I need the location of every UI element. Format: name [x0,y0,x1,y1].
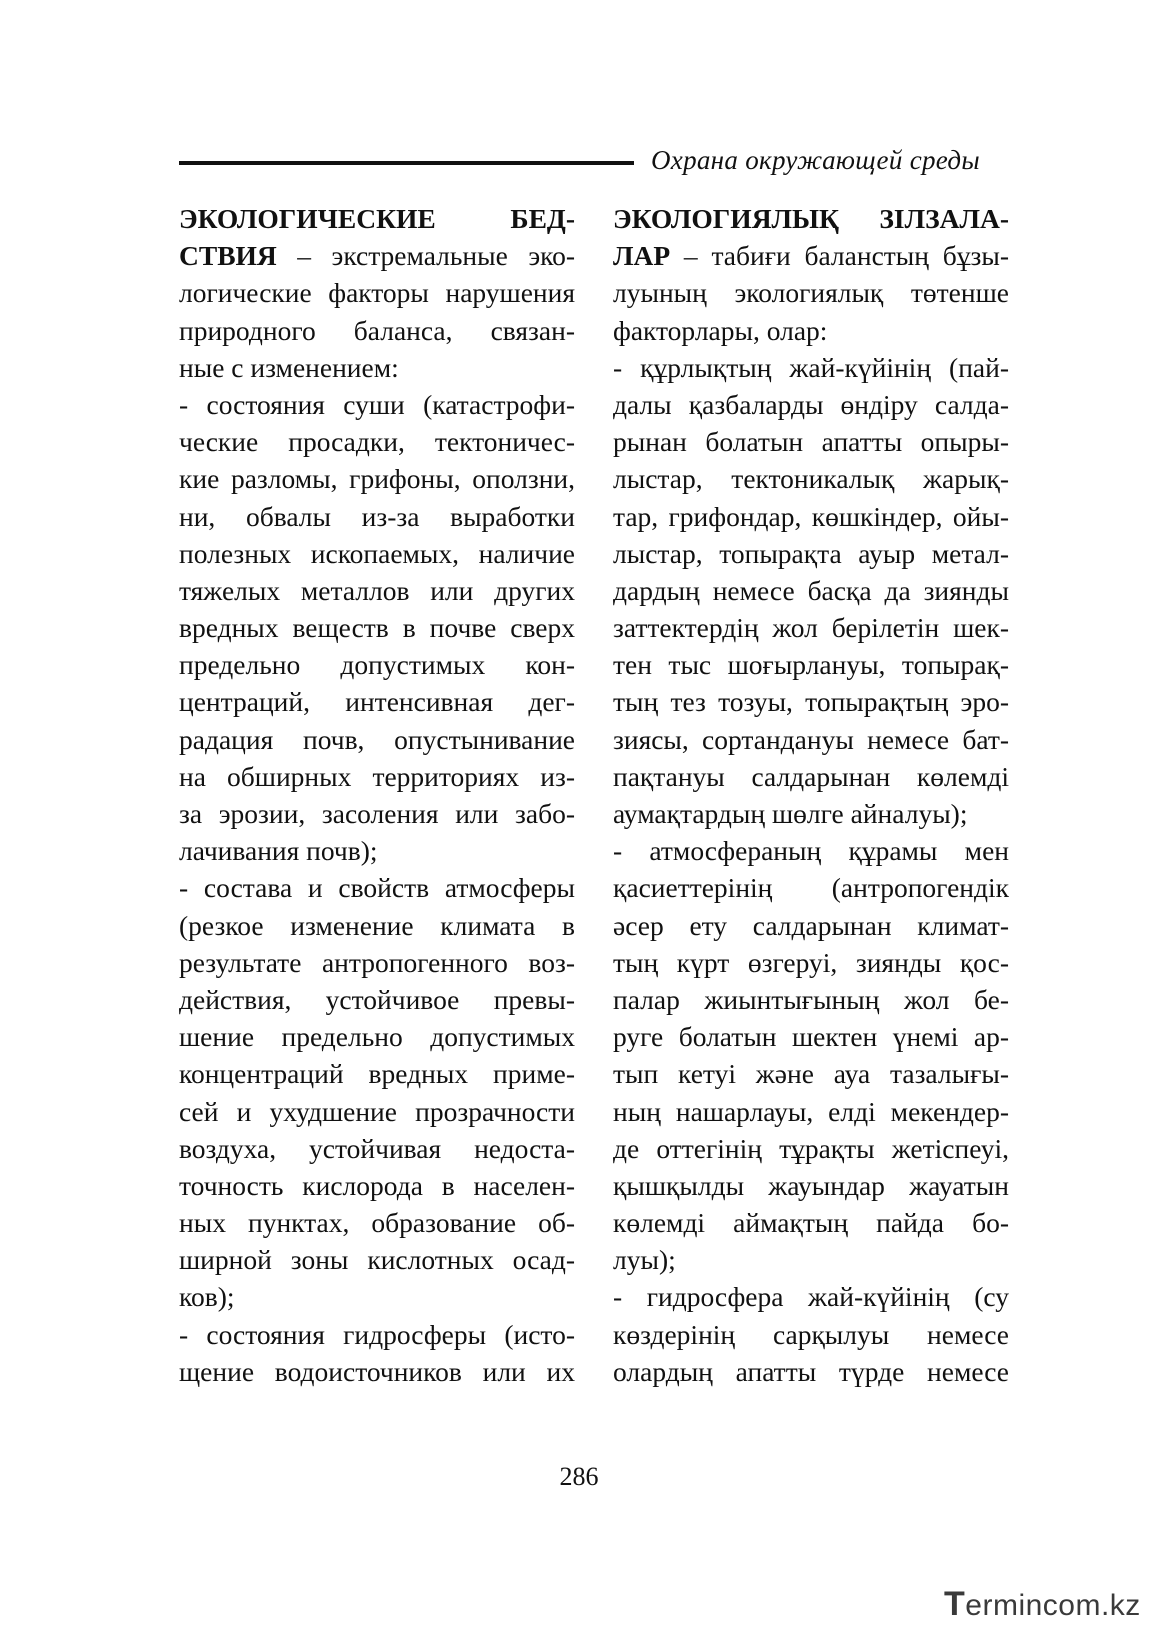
watermark-text: ermincom.kz [965,1589,1141,1622]
text-line: олардың апатты түрде немесе [613,1355,1009,1387]
text-line: (резкое изменение климата в [179,909,575,941]
text-line: далы қазбаларды өндіру салда- [613,388,1009,420]
text-line: көздерінің сарқылуы немесе [613,1318,1009,1350]
watermark-letter: T [944,1585,966,1623]
text-line: рынан болатын апатты опыры- [613,426,1009,458]
text-line: заттектердің жол берілетін шек- [613,612,1009,644]
text-line: действия, устойчивое превы- [179,983,575,1015]
text-line: тяжелых металлов или других [179,574,575,606]
right-term: ЭКОЛОГИЯЛЫҚ ЗІЛЗАЛА- [613,203,1009,234]
text-line: тар, грифондар, көшкіндер, ойы- [613,500,1009,532]
text-line: ные с изменением: [179,351,399,383]
left-term-line [179,200,575,237]
text-line: за эрозии, засоления или забо- [179,798,575,829]
text-line: тың тез тозуы, топырақтың эро- [613,686,1009,718]
text-line: факторлары, олар: [613,314,828,346]
text-line: руге болатын шектен үнемі ар- [613,1021,1009,1053]
text-line: дардың немесе басқа да зиянды [613,574,1009,606]
text-line: ков); [179,1281,235,1313]
text-line: воздуха, устойчивая недоста- [179,1132,575,1164]
text-line: палар жиынтығының жол бе- [613,983,1009,1015]
text-line: көлемді аймақтың пайда бо- [613,1207,1009,1239]
page-number: 286 [559,1462,599,1491]
text-line: ның нашарлауы, елді мекендер- [613,1095,1009,1127]
text-line: лыстар, топырақта ауыр метал- [613,537,1009,569]
text-line: де оттегінің тұрақты жетіспеуі, [613,1132,1009,1164]
text-line: тып кетуі және ауа тазалығы- [613,1058,1009,1090]
text-line: әсер ету салдарынан климат- [613,909,1009,941]
text-line: пақтануы салдарынан көлемді [613,760,1009,792]
text-line: аумақтардың шөлге айналуы); [613,798,968,829]
left-line-1 [179,237,575,274]
text-line: - атмосфераның құрамы мен [613,835,1009,867]
text-line: - гидросфера жай-күйінің (су [613,1281,1009,1313]
left-line-1-text: – экстремальные эко- [276,240,575,272]
text-line: ни, обвалы из-за выработки [179,500,575,532]
text-line: точность кислорода в населен- [179,1169,575,1201]
watermark-logo [944,1585,1141,1624]
text-line: на обширных территориях из- [179,760,575,792]
right-column [613,200,1009,1390]
text-line: - состояния суши (катастрофи- [179,388,575,420]
text-line: луының экологиялық төтенше [613,277,1009,309]
text-line: - состава и свойств атмосферы [179,872,575,904]
text-line: вредных веществ в почве сверх [179,612,575,644]
right-line-1-text: – табиғи баланстың бұзы- [670,240,1009,272]
text-line: полезных ископаемых, наличие [179,537,575,569]
left-column [179,200,575,1390]
text-line: қасиеттерінің (антропогендік [613,872,1009,904]
text-line: природного баланса, связан- [179,314,575,346]
text-line: логические факторы нарушения [179,277,575,309]
text-line: ческие просадки, тектоничес- [179,426,575,458]
text-line: концентраций вредных приме- [179,1058,575,1090]
left-term: ЭКОЛОГИЧЕСКИЕ БЕД- [179,203,575,234]
left-term-cont: СТВИЯ [179,240,277,272]
text-line: луы); [613,1244,676,1276]
right-term-cont: ЛАР [613,240,671,272]
text-line: лачивания почв); [179,835,378,867]
right-line-1 [613,237,1009,274]
text-line: шение предельно допустимых [179,1021,575,1053]
text-line: результате антропогенного воз- [179,946,575,978]
text-line: лыстар, тектоникалық жарық- [613,463,1009,495]
text-line: зиясы, сортандануы немесе бат- [613,723,1009,755]
text-line: тың күрт өзгеруі, зиянды қос- [613,946,1009,978]
text-line: ширной зоны кислотных осад- [179,1244,575,1276]
header-rule [179,161,634,165]
running-title: Охрана окружающей среды [651,145,980,175]
text-line: - состояния гидросферы (исто- [179,1318,575,1350]
text-line: кие разломы, грифоны, оползни, [179,463,575,495]
text-line: қышқылды жауындар жауатын [613,1169,1009,1201]
text-line: - құрлықтың жай-күйінің (пай- [613,351,1009,383]
text-line: сей и ухудшение прозрачности [179,1095,575,1127]
text-line: тен тыс шоғырлануы, топырақ- [613,649,1009,681]
text-line: центраций, интенсивная дег- [179,686,575,718]
text-line: радация почв, опустынивание [179,723,575,755]
text-line: предельно допустимых кон- [179,649,575,681]
text-line: ных пунктах, образование об- [179,1207,575,1239]
text-line: щение водоисточников или их [179,1355,575,1387]
right-term-line [613,200,1009,237]
